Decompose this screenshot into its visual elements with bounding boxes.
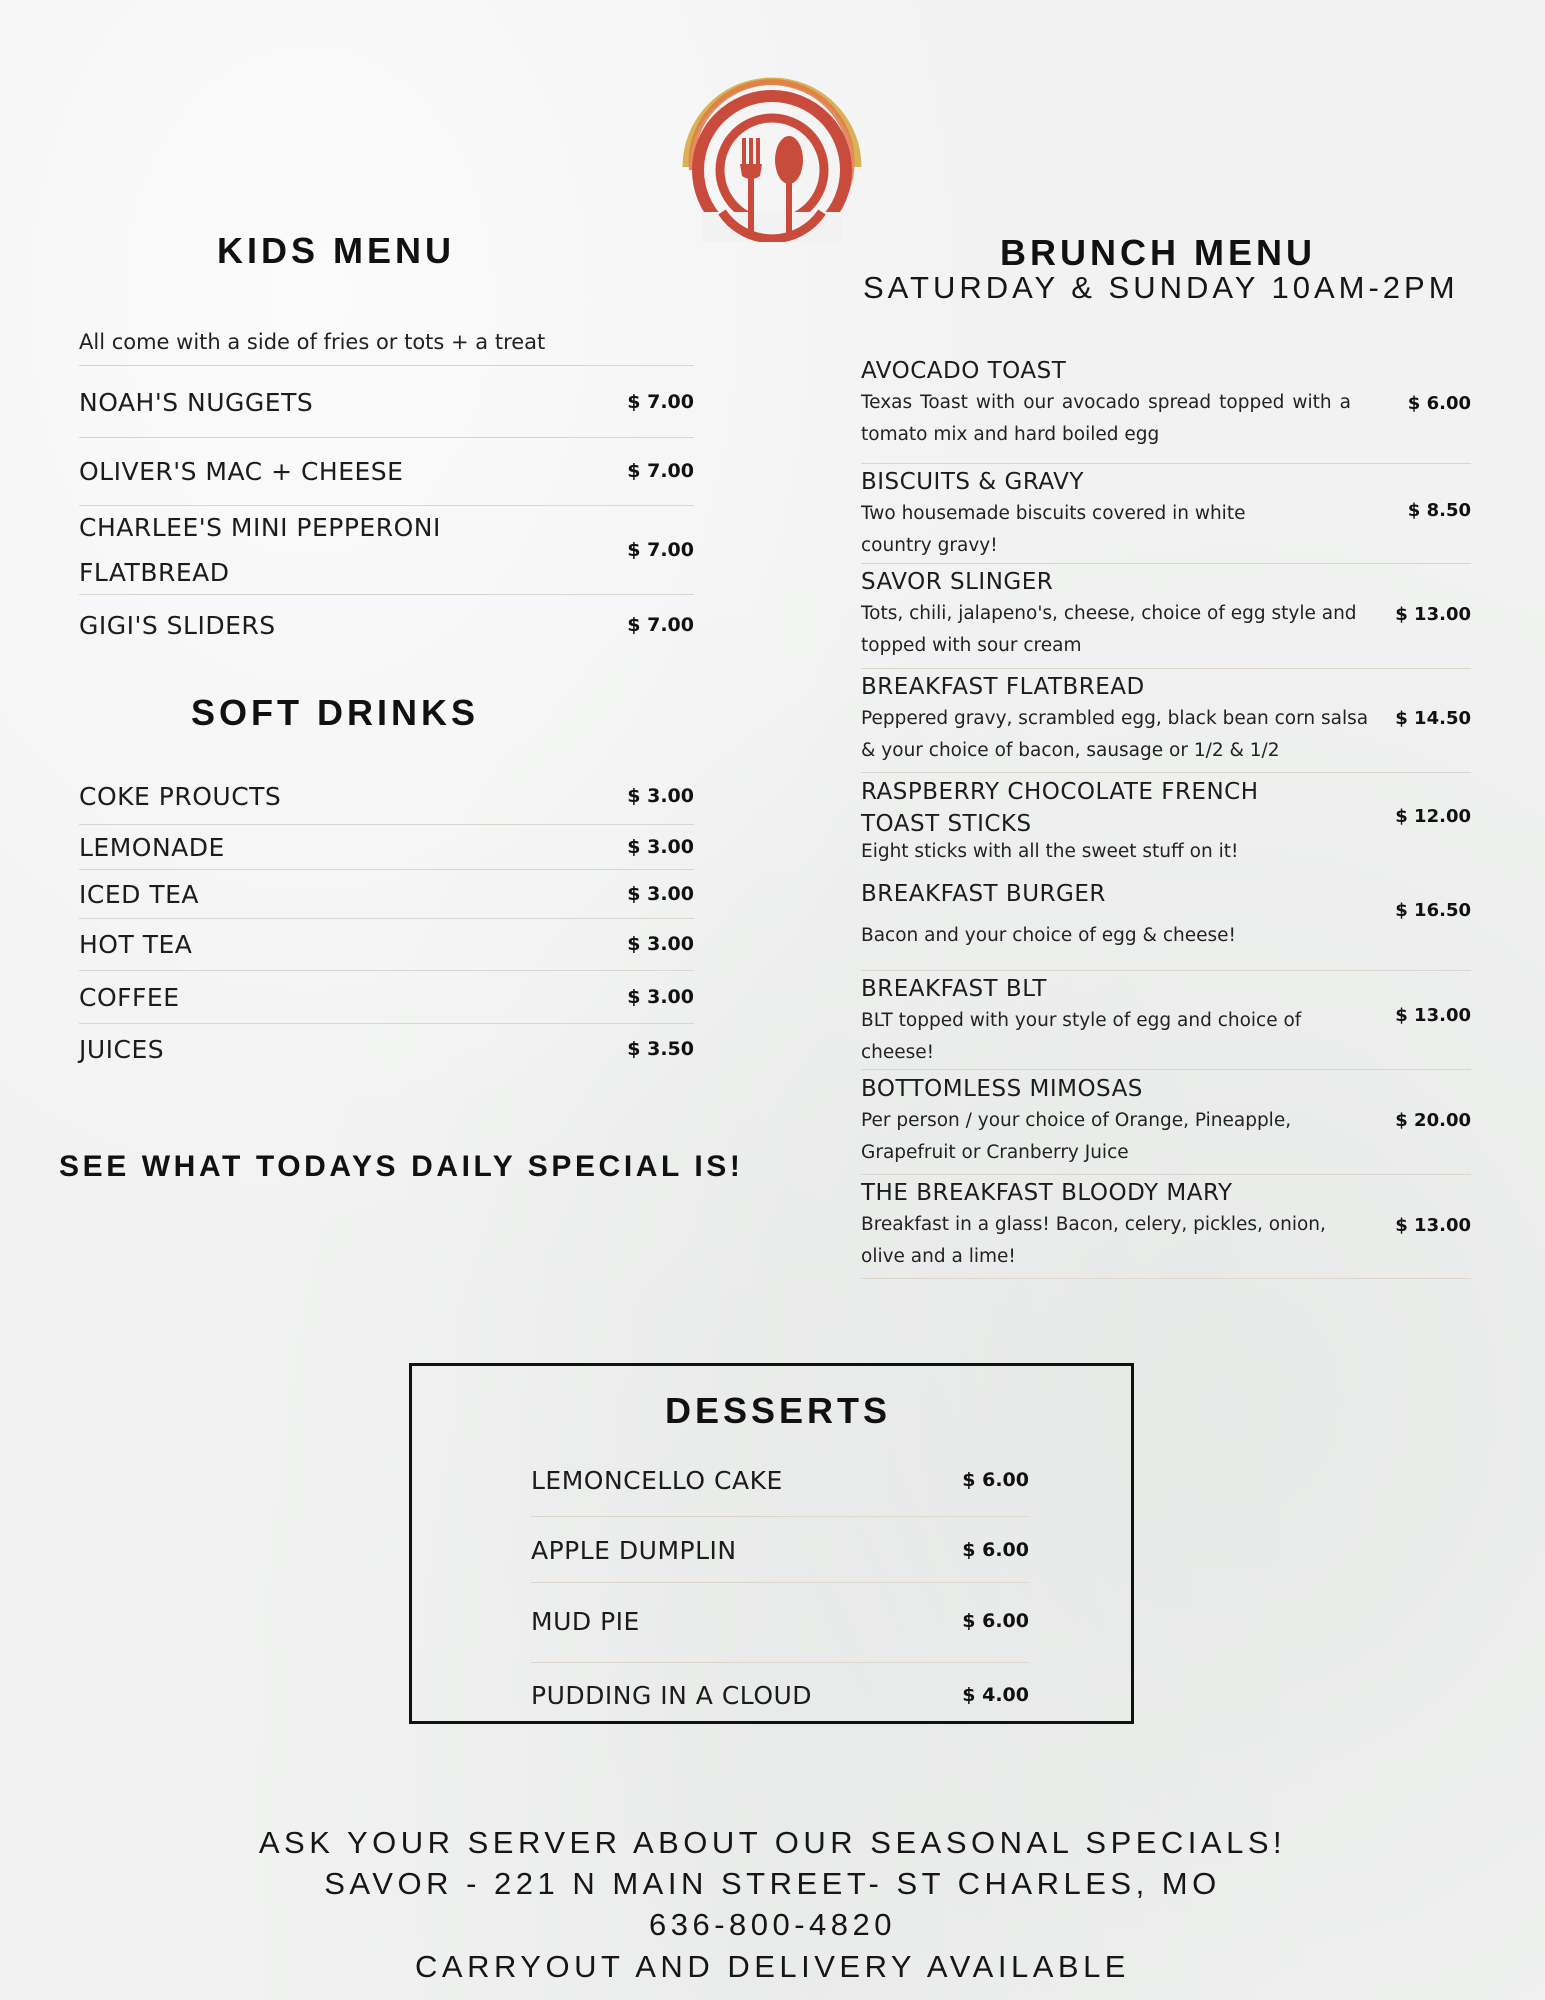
- menu-item: [79, 925, 694, 963]
- item-name: OLIVER'S MAC + CHEESE: [79, 456, 404, 486]
- item-description: Texas Toast with our avocado spread topped with a tomato mix and hard boiled egg: [861, 392, 1351, 445]
- menu-item: [861, 973, 1471, 1069]
- desserts-title: DESSERTS: [665, 1390, 892, 1431]
- item-price: $ 4.00: [962, 1684, 1029, 1706]
- item-price: $ 6.00: [962, 1469, 1029, 1491]
- item-name: NOAH'S NUGGETS: [79, 387, 314, 417]
- carryout-delivery-note: CARRYOUT AND DELIVERY AVAILABLE: [415, 1949, 1130, 1984]
- menu-item: [861, 671, 1471, 767]
- menu-item: [531, 1675, 1029, 1715]
- item-price: $ 7.00: [627, 460, 694, 482]
- menu-item: [861, 878, 1471, 952]
- item-name: COKE PROUCTS: [79, 781, 282, 811]
- item-name: COFFEE: [79, 982, 180, 1012]
- menu-item: [79, 606, 694, 644]
- item-price: $ 8.50: [1407, 500, 1471, 521]
- menu-item: [79, 777, 694, 815]
- item-price: $ 13.00: [1395, 1215, 1471, 1236]
- restaurant-phone: 636-800-4820: [648, 1907, 897, 1942]
- menu-item: [79, 508, 694, 592]
- menu-item: [79, 383, 694, 421]
- item-name: BISCUITS & GRAVY: [861, 469, 1084, 495]
- item-name: HOT TEA: [79, 929, 193, 959]
- item-price: $ 16.50: [1395, 900, 1471, 921]
- menu-item: [79, 978, 694, 1016]
- brunch-hours: SATURDAY & SUNDAY 10AM-2PM: [863, 270, 1459, 305]
- menu-item: [861, 355, 1471, 451]
- item-description: Tots, chili, jalapeno's, cheese, choice of egg style and topped with sour cream: [861, 603, 1357, 656]
- item-description: Two housemade biscuits covered in white country gravy!: [861, 503, 1246, 556]
- item-price: $ 3.00: [627, 785, 694, 807]
- item-price: $ 13.00: [1395, 1005, 1471, 1026]
- item-name: PUDDING IN A CLOUD: [531, 1680, 813, 1710]
- item-price: $ 20.00: [1395, 1110, 1471, 1131]
- item-name: MUD PIE: [531, 1606, 640, 1636]
- item-price: $ 3.00: [627, 986, 694, 1008]
- item-name: BOTTOMLESS MIMOSAS: [861, 1076, 1143, 1102]
- item-name: LEMONADE: [79, 832, 225, 862]
- item-price: $ 3.50: [627, 1038, 694, 1060]
- item-price: $ 7.00: [627, 614, 694, 636]
- item-name: BREAKFAST BLT: [861, 976, 1047, 1002]
- item-price: $ 14.50: [1395, 708, 1471, 729]
- item-name: SAVOR SLINGER: [861, 569, 1054, 595]
- menu-item: [79, 1030, 694, 1068]
- kids-menu-title: KIDS MENU: [217, 230, 456, 271]
- seasonal-specials-note: ASK YOUR SERVER ABOUT OUR SEASONAL SPECIALS!: [258, 1825, 1287, 1860]
- item-name: JUICES: [79, 1034, 165, 1064]
- item-description: Bacon and your choice of egg & cheese!: [861, 925, 1236, 946]
- menu-item: [79, 875, 694, 913]
- item-name: GIGI'S SLIDERS: [79, 610, 276, 640]
- item-price: $ 6.00: [1407, 393, 1471, 414]
- item-price: $ 7.00: [627, 391, 694, 413]
- menu-item: [861, 466, 1471, 562]
- soft-drinks-title: SOFT DRINKS: [191, 692, 480, 733]
- item-description: Breakfast in a glass! Bacon, celery, pickles, onion, olive and a lime!: [861, 1214, 1326, 1267]
- daily-special-banner: SEE WHAT TODAYS DAILY SPECIAL IS!: [59, 1150, 744, 1183]
- item-description: BLT topped with your style of egg and choice of cheese!: [861, 1010, 1302, 1063]
- item-price: $ 7.00: [627, 539, 694, 561]
- menu-item: [861, 566, 1471, 662]
- item-description: Eight sticks with all the sweet stuff on it!: [861, 841, 1239, 862]
- item-name: ICED TEA: [79, 879, 199, 909]
- menu-item: [861, 1177, 1471, 1273]
- menu-item: [861, 776, 1471, 864]
- menu-item: [531, 1460, 1029, 1500]
- item-name: RASPBERRY CHOCOLATE FRENCH TOAST STICKS: [861, 779, 1259, 837]
- menu-item: [861, 1073, 1471, 1169]
- item-price: $ 3.00: [627, 883, 694, 905]
- kids-menu-note: All come with a side of fries or tots + a treat: [79, 330, 546, 354]
- item-price: $ 6.00: [962, 1610, 1029, 1632]
- item-name: BREAKFAST BURGER: [861, 881, 1106, 907]
- menu-item: [531, 1601, 1029, 1641]
- item-name: THE BREAKFAST BLOODY MARY: [861, 1180, 1233, 1206]
- item-price: $ 13.00: [1395, 604, 1471, 625]
- item-price: $ 3.00: [627, 933, 694, 955]
- item-name: LEMONCELLO CAKE: [531, 1465, 783, 1495]
- menu-item: [531, 1530, 1029, 1570]
- item-price: $ 12.00: [1395, 806, 1471, 827]
- brunch-menu-title: BRUNCH MENU: [1000, 232, 1316, 273]
- fork-spoon-logo: [682, 72, 862, 242]
- item-description: Peppered gravy, scrambled egg, black bean corn salsa & your choice of bacon, sausage or 1/2 & 1/2: [861, 708, 1369, 761]
- item-name: CHARLEE'S MINI PEPPERONI FLATBREAD: [79, 513, 441, 587]
- item-name: BREAKFAST FLATBREAD: [861, 674, 1145, 700]
- menu-item: [79, 828, 694, 866]
- item-description: Per person / your choice of Orange, Pineapple, Grapefruit or Cranberry Juice: [861, 1110, 1292, 1163]
- item-price: $ 6.00: [962, 1539, 1029, 1561]
- item-name: AVOCADO TOAST: [861, 358, 1067, 384]
- menu-item: [79, 452, 694, 490]
- restaurant-address: SAVOR - 221 N MAIN STREET- ST CHARLES, MO: [324, 1866, 1221, 1901]
- item-price: $ 3.00: [627, 836, 694, 858]
- item-name: APPLE DUMPLIN: [531, 1535, 737, 1565]
